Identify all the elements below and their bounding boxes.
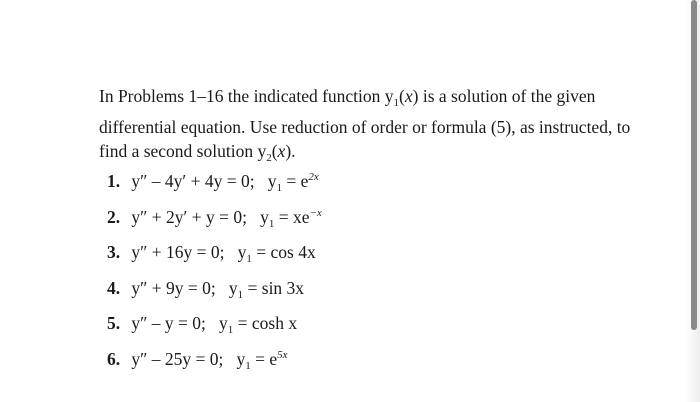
problem-solution: = e [255, 348, 278, 369]
problem-equation: y″ – y = 0; [131, 313, 206, 333]
solution-exponent: 2x [308, 171, 319, 183]
y1-variable: x [404, 86, 413, 106]
problem-solution: = sin 3x [247, 277, 305, 298]
problem-equation: y″ + 9y = 0; [131, 277, 216, 298]
problem-equation: y″ + 2y′ + y = 0; [131, 206, 247, 227]
problem-number: 6. [107, 348, 121, 369]
instructions-text-1: In Problems 1–16 the indicated function y [99, 86, 394, 106]
problem-list [107, 165, 322, 378]
problem-equation: y″ – 4y′ + 4y = 0; [131, 171, 255, 191]
problem-item: 5. y″ – y = 0; $y_1 = \cosh x$ [107, 313, 298, 336]
problem-item: 3. y″ + 16y = 0; $y_1 = \cos 4x$ [107, 242, 316, 265]
y2-subscript: 2 [266, 152, 272, 164]
problem-equation: y″ + 16y = 0; [131, 242, 225, 262]
problem-item: 1. y″ – 4y′ + 4y = 0; $y_1 = e^{2x}$ [107, 171, 319, 194]
y1-subscript: 1 [393, 97, 400, 109]
problem-solution: = xe [278, 206, 310, 227]
problem-number: 5. [107, 313, 121, 333]
problem-solution: = e [286, 171, 309, 191]
instructions-text-2: is a solution of the given differential equation. Use reduction of order or formula (5), as instructed, to find a second solution y [99, 86, 631, 161]
problem-number: 1. [107, 171, 121, 191]
instructions-text-end: ). [285, 141, 296, 161]
problem-item: 6. y″ – 25y = 0; $y_1 = e^{5x}$ [107, 348, 288, 372]
solution-exponent: −x [309, 206, 322, 219]
y2-variable: x [277, 141, 286, 161]
problem-number: 4. [107, 277, 121, 298]
solution-exponent: 5x [277, 348, 288, 361]
problem-number: 2. [107, 206, 121, 227]
problem-item: 2. y″ + 2y′ + y = 0; $y_1 = xe^{-x}$ [107, 206, 322, 230]
problem-number: 3. [107, 242, 121, 262]
problem-item: 4. y″ + 9y = 0; $y_1 = \sin 3x$ [107, 277, 305, 301]
problem-equation: y″ – 25y = 0; [131, 348, 224, 369]
vertical-scrollbar[interactable] [691, 0, 697, 330]
problem-solution: = cosh x [237, 313, 298, 333]
problem-instructions: In Problems 1–16 the indicated function $y_1(x)$ is a solution of the given differential equation. Use reduction of order or formula (5), as instructed, to find a second solution $y_2(x)$. [99, 86, 631, 164]
problem-solution: = cos 4x [256, 242, 316, 262]
